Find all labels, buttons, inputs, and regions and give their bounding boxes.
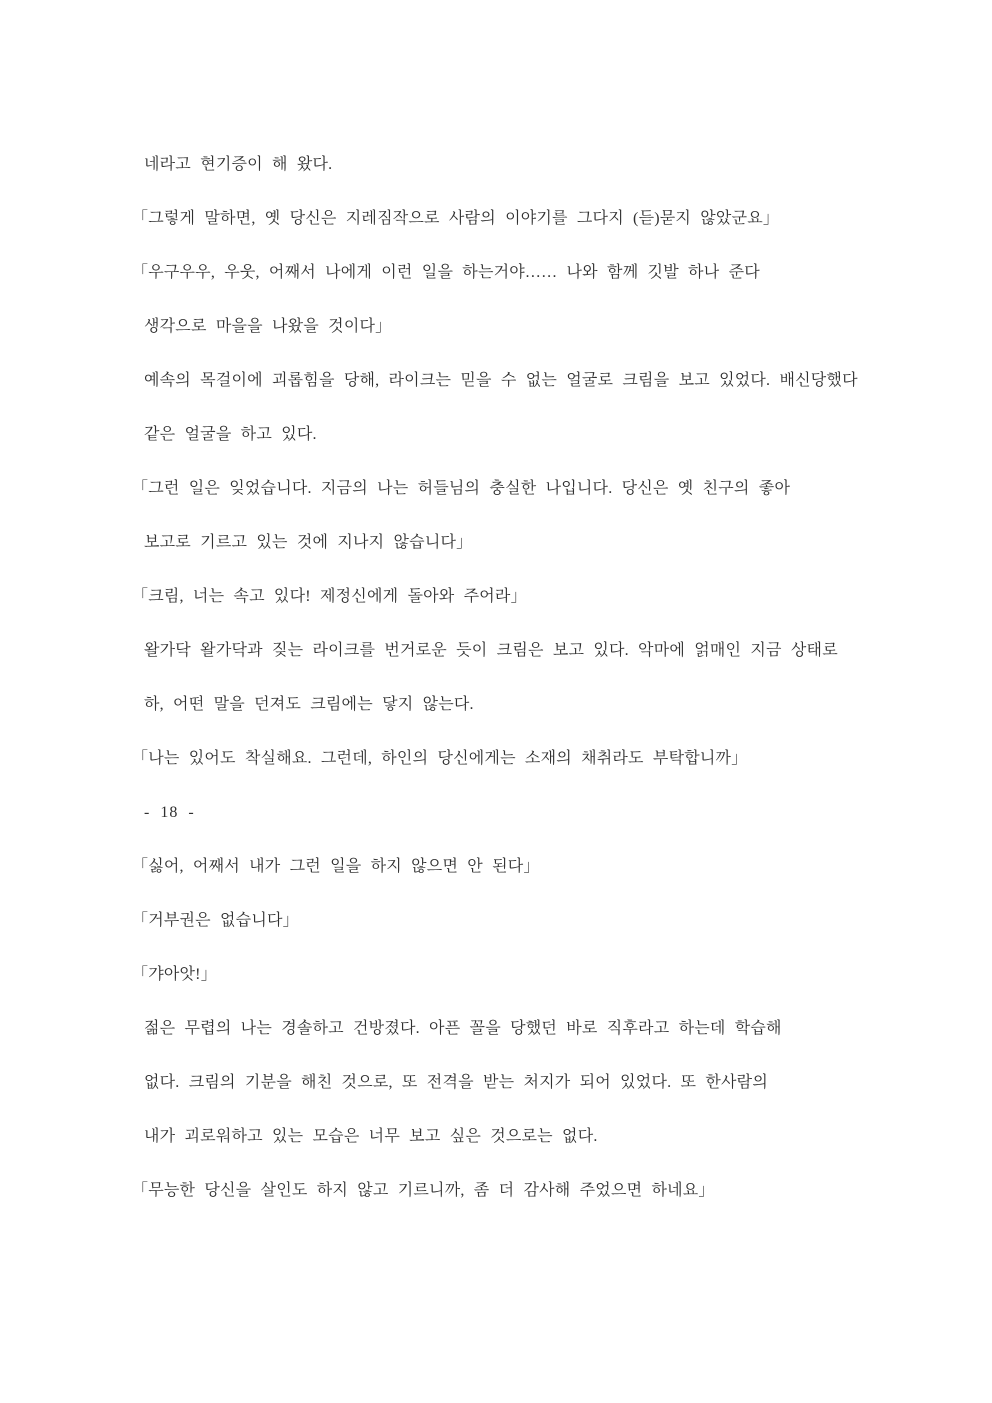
paragraph-narration: 보고로 기르고 있는 것에 지나지 않습니다」 (144, 534, 473, 551)
paragraph-dialogue: 「거부권은 없습니다」 (132, 912, 299, 929)
page-body (132, 151, 876, 1231)
paragraph-dialogue: 「그런 일은 잊었습니다. 지금의 나는 허들님의 충실한 나입니다. 당신은 옛 친구의 좋아 (132, 480, 791, 497)
paragraph-narration: 없다. 크림의 기분을 해친 것으로, 또 전격을 받는 처지가 되어 있었다. 또 한사람의 (144, 1074, 768, 1091)
paragraph-narration: 네라고 현기증이 해 왔다. (144, 156, 333, 173)
page-number-label: - 18 - (144, 804, 195, 821)
paragraph-narration: 생각으로 마을을 나왔을 것이다」 (144, 318, 392, 335)
paragraph-narration: 하, 어떤 말을 던져도 크림에는 닿지 않는다. (144, 696, 474, 713)
paragraph-dialogue: 「갸아앗!」 (132, 966, 217, 983)
paragraph-dialogue: 「우구우우, 우웃, 어째서 나에게 이런 일을 하는거야…… 나와 함께 깃발 하나 준다 (132, 264, 760, 281)
paragraph-dialogue: 「싫어, 어째서 내가 그런 일을 하지 않으면 안 된다」 (132, 858, 540, 875)
paragraph-dialogue: 「크림, 너는 속고 있다! 제정신에게 돌아와 주어라」 (132, 588, 527, 605)
paragraph-dialogue: 「나는 있어도 착실해요. 그런데, 하인의 당신에게는 소재의 채취라도 부탁합니까」 (132, 750, 748, 767)
paragraph-narration: 같은 얼굴을 하고 있다. (144, 426, 317, 443)
paragraph-narration: 젊은 무렵의 나는 경솔하고 건방졌다. 아픈 꼴을 당했던 바로 직후라고 하는데 학습해 (144, 1020, 782, 1037)
paragraph-dialogue: 「무능한 당신을 살인도 하지 않고 기르니까, 좀 더 감사해 주었으면 하네요」 (132, 1182, 715, 1199)
paragraph-narration: 내가 괴로워하고 있는 모습은 너무 보고 싶은 것으로는 없다. (144, 1128, 598, 1145)
paragraph-narration: 왈가닥 왈가닥과 짖는 라이크를 번거로운 듯이 크림은 보고 있다. 악마에 얽매인 지금 상태로 (144, 642, 838, 659)
paragraph-dialogue: 「그렇게 말하면, 옛 당신은 지레짐작으로 사람의 이야기를 그다지 (듣)묻지 않았군요」 (132, 210, 780, 227)
paragraph-narration: 예속의 목걸이에 괴롭힘을 당해, 라이크는 믿을 수 없는 얼굴로 크림을 보고 있었다. 배신당했다 (144, 372, 858, 389)
